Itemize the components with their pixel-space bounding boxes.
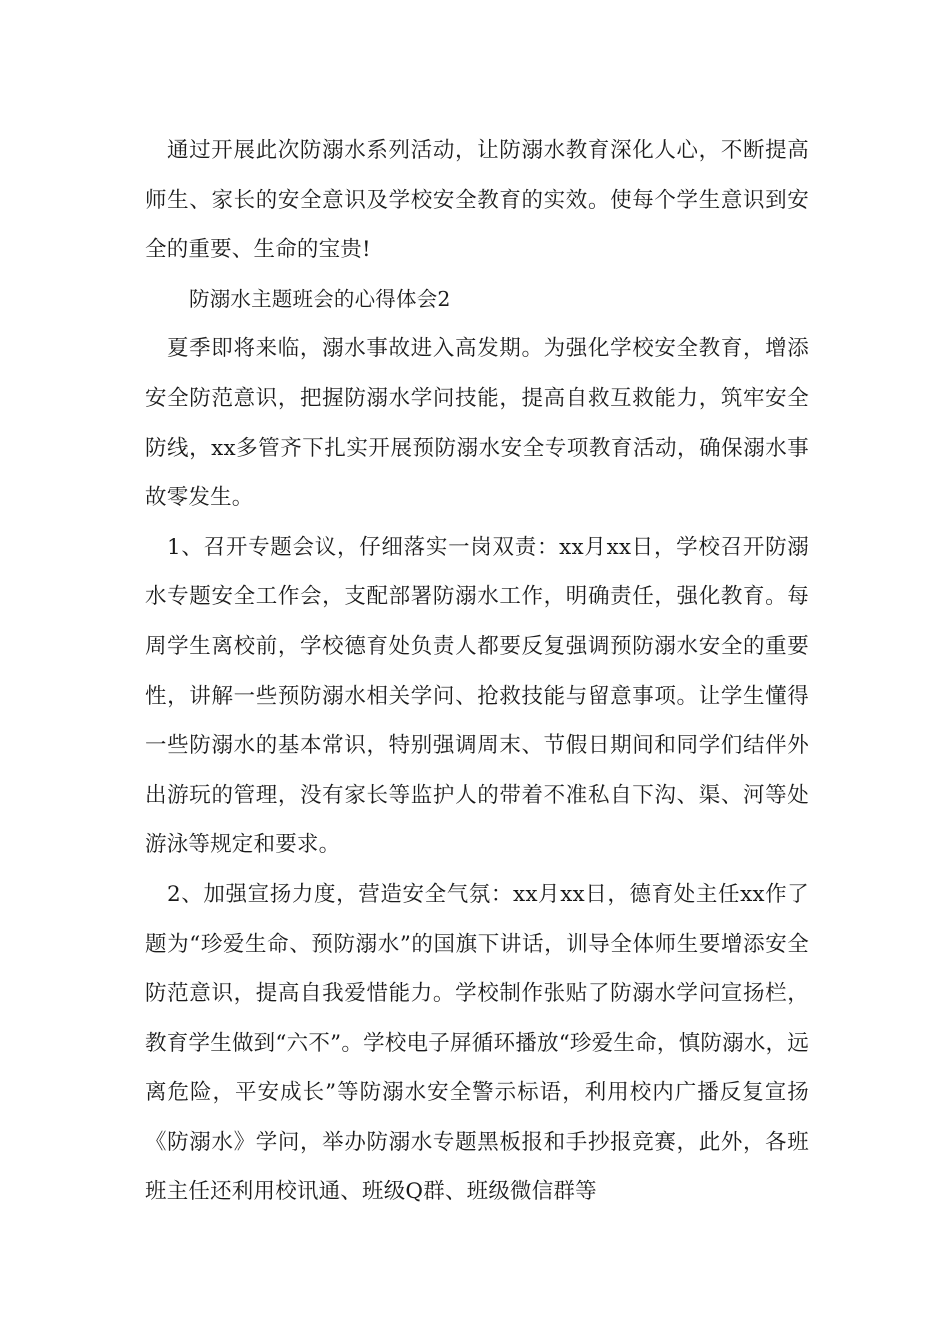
paragraph-summer: 夏季即将来临，溺水事故进入高发期。为强化学校安全教育，增添安全防范意识，把握防溺水学问技能，提高自救互救能力，筑牢安全防线，xx多管齐下扎实开展预防溺水安全专项教育活动，确保溺水事故零发生。 <box>145 336 809 511</box>
paragraph-intro: 通过开展此次防溺水系列活动，让防溺水教育深化人心，不断提高师生、家长的安全意识及学校安全教育的实效。使每个学生意识到安全的重要、生命的宝贵! <box>145 138 809 263</box>
section-heading: 防溺水主题班会的心得体会2 <box>189 286 451 311</box>
paragraph-item-2: 2、加强宣扬力度，营造安全气氛：xx月xx日，德育处主任xx作了题为“珍爱生命、预防溺水”的国旗下讲话，训导全体师生要增添安全防范意识，提高自我爱惜能力。学校制作张贴了防溺水学问宣扬栏，教育学生做到“六不”。学校电子屏循环播放“珍爱生命，慎防溺水，远离危险，平安成长”等防溺水安全警示标语，利用校内广播反复宣扬《防溺水》学问，举办防溺水专题黑板报和手抄报竞赛，此外，各班班主任还利用校讯通、班级Q群、班级微信群等 <box>145 881 809 1205</box>
document-body <box>145 126 809 1217</box>
paragraph-item-1: 1、召开专题会议，仔细落实一岗双责：xx月xx日，学校召开防溺水专题安全工作会，支配部署防溺水工作，明确责任，强化教育。每周学生离校前，学校德育处负责人都要反复强调预防溺水安全的重要性，讲解一些预防溺水相关学问、抢救技能与留意事项。让学生懂得一些防溺水的基本常识，特别强调周末、节假日期间和同学们结伴外出游玩的管理，没有家长等监护人的带着不准私自下沟、渠、河等处游泳等规定和要求。 <box>145 534 809 858</box>
